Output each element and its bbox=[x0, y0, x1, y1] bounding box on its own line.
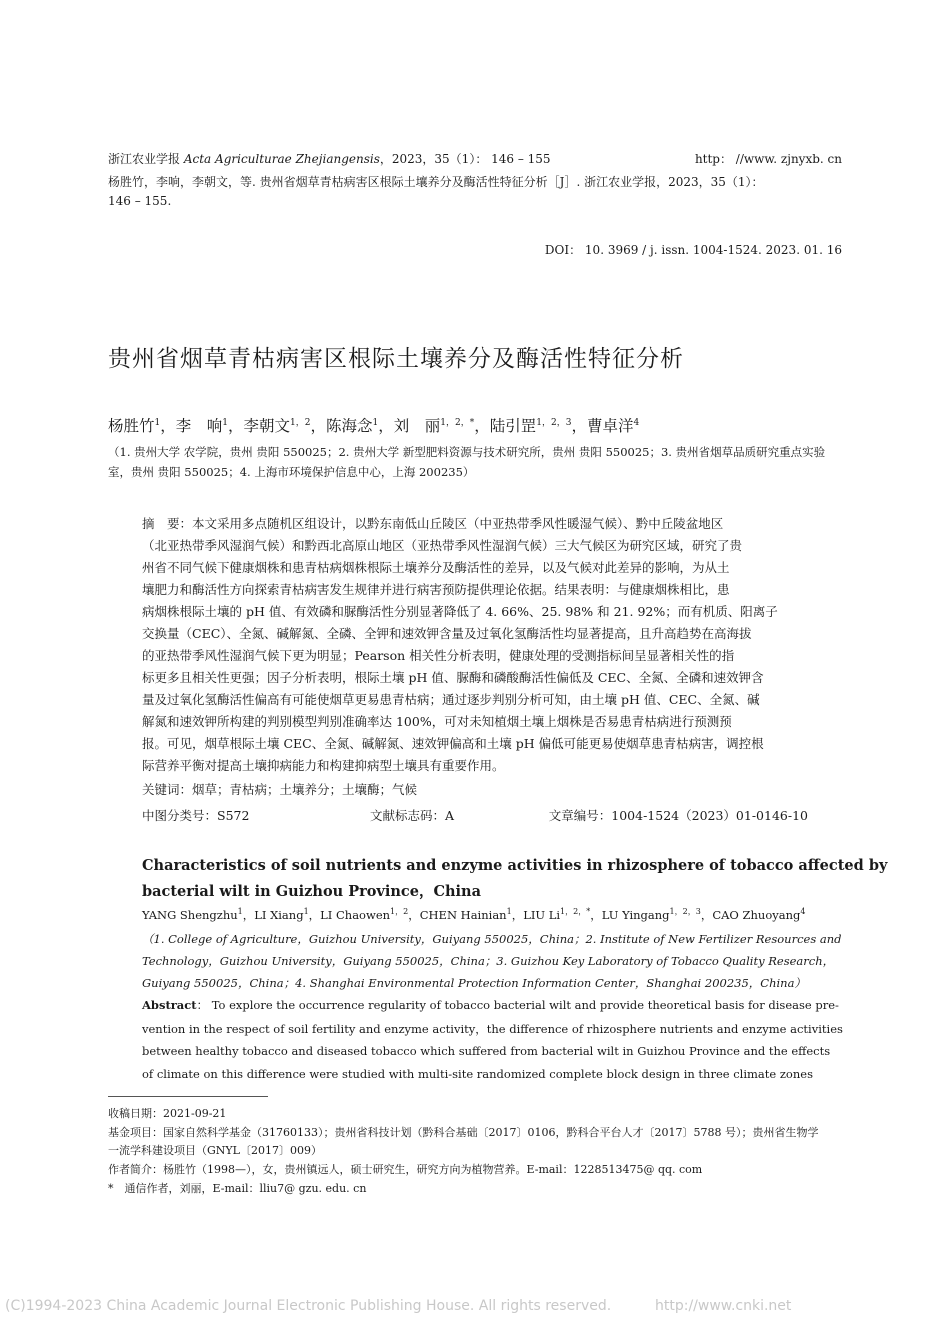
abstract-en-line: between healthy tobacco and diseased tobacco which suffered from bacterial wilt in Guizhou Province and the effects bbox=[142, 1044, 831, 1058]
abstract-en-text: ： To explore the occurrence regularity of tobacco bacterial wilt and provide theoretical basis for disease pre- bbox=[196, 998, 839, 1012]
author-sup: 1 bbox=[303, 907, 309, 916]
journal-header bbox=[108, 150, 551, 167]
author-sup: 4 bbox=[633, 417, 640, 428]
abstract-cn-line: 解氮和速效钾所构建的判别模型判别准确率达 100%，可对未知植烟土壤上烟株是否易患青枯病进行预测预 bbox=[142, 714, 732, 729]
abstract-cn-line: 量及过氧化氢酶活性偏高有可能使烟草更易患青枯病；通过逐步判别分析可知，由土壤 pH 值、CEC、全氮、碱 bbox=[142, 692, 760, 707]
copyright-watermark: (C)1994-2023 China Academic Journal Electronic Publishing House. All rights reserved. bbox=[5, 1298, 612, 1314]
abstract-cn-line: 交换量（CEC）、全氮、碱解氮、全磷、全钾和速效钾含量及过氧化氢酶活性均显著提高，且升高趋势在高海拔 bbox=[142, 626, 752, 641]
author-name: 李朝文 bbox=[243, 417, 291, 435]
affiliation-en-line: Technology，Guizhou University，Guiyang 550025，China；3. Guizhou Key Laboratory of Tobacco Quality Research， bbox=[142, 954, 835, 968]
author-sup: 1 bbox=[154, 417, 161, 428]
abstract-en-line: of climate on this difference were studied with multi-site randomized complete block design in three climate zones bbox=[142, 1067, 813, 1081]
author-sup: 1 bbox=[506, 907, 512, 916]
author-name: YANG Shengzhu bbox=[142, 907, 238, 922]
clc-number: 中图分类号：S572 bbox=[142, 808, 250, 823]
author-sup: 1 bbox=[372, 417, 379, 428]
author-name: 李 响 bbox=[175, 417, 223, 435]
fund-line-1: 基金项目：国家自然科学基金（31760133）；贵州省科技计划（黔科合基础〔2017〕0106，黔科合平台人才〔2017〕5788 号）；贵州省生物学 bbox=[108, 1126, 819, 1139]
fund-line-2: 一流学科建设项目（GNYL〔2017〕009） bbox=[108, 1144, 322, 1157]
author-name: 刘 丽 bbox=[393, 417, 441, 435]
abstract-label: Abstract bbox=[142, 998, 197, 1012]
author-sup: 1 bbox=[222, 417, 229, 428]
abstract-cn-line: （北亚热带季风湿润气候）和黔西北高原山地区（亚热带季风性湿润气候）三大气候区为研究区域，研究了贵 bbox=[142, 538, 743, 553]
author-name: LI Xiang bbox=[254, 907, 304, 922]
english-title-line-2: bacterial wilt in Guizhou Province，China bbox=[142, 883, 481, 900]
author-name: CHEN Hainian bbox=[419, 907, 507, 922]
author-sup: 1，2，* bbox=[440, 417, 475, 428]
abstract-cn-line: 州省不同气候下健康烟株和患青枯病烟株根际土壤养分及酶活性的差异，以及气候对此差异的影响，为从土 bbox=[142, 560, 730, 575]
keywords-cn: 关键词：烟草；青枯病；土壤养分；土壤酶；气候 bbox=[142, 782, 418, 797]
author-name: 陆引罡 bbox=[489, 417, 537, 435]
author-name: 陈海念 bbox=[326, 417, 373, 435]
author-sup: 4 bbox=[800, 907, 806, 916]
journal-name-cn: 浙江农业学报 bbox=[108, 152, 181, 166]
journal-url[interactable]: http： //www. zjnyxb. cn bbox=[694, 152, 842, 166]
english-title-line-1: Characteristics of soil nutrients and enzyme activities in rhizosphere of tobacco affected by bbox=[142, 857, 888, 874]
abstract-cn-line: 的亚热带季风性湿润气候下更为明显；Pearson 相关性分析表明，健康处理的受测指标间呈显著相关性的指 bbox=[142, 648, 735, 663]
author-name: CAO Zhuoyang bbox=[712, 907, 801, 922]
abstract-en-line: vention in the respect of soil fertility and enzyme activity，the difference of rhizosphere nutrients and enzyme activities bbox=[142, 1022, 843, 1036]
corresponding-author: * 通信作者，刘丽，E-mail：lliu7@ gzu. edu. cn bbox=[108, 1182, 367, 1195]
author-sup: 1，2 bbox=[290, 417, 311, 428]
cnki-url-watermark[interactable]: http://www.cnki.net bbox=[655, 1298, 792, 1314]
article-number: 文章编号：1004-1524（2023）01-0146-10 bbox=[548, 808, 808, 823]
abstract-cn-line: 报。可见，烟草根际土壤 CEC、全氮、碱解氮、速效钾偏高和土壤 pH 偏低可能更易使烟草患青枯病害，调控根 bbox=[142, 736, 764, 751]
author-name: LIU Li bbox=[523, 907, 561, 922]
author-sup: 1 bbox=[237, 907, 243, 916]
footnote-divider bbox=[108, 1096, 268, 1097]
doi[interactable]: DOI： 10. 3969 / j. issn. 1004-1524. 2023. 01. 16 bbox=[544, 243, 842, 257]
abstract-cn-line: 壤肥力和酶活性方向探索青枯病害发生规律并进行病害预防提供理论依据。结果表明：与健康烟株相比，患 bbox=[142, 582, 730, 597]
author-name: LI Chaowen bbox=[320, 907, 391, 922]
document-code: 文献标志码：A bbox=[370, 808, 455, 823]
abstract-cn-line: 病烟株根际土壤的 pH 值、有效磷和脲酶活性分别显著降低了 4. 66%、25. 98% 和 21. 92%；而有机质、阳离子 bbox=[142, 604, 778, 619]
volume-info: ，2023，35（1）： 146 – 155 bbox=[379, 152, 551, 166]
author-sup: 1，2，3 bbox=[669, 907, 701, 916]
abstract-cn-line: 摘 要：本文采用多点随机区组设计，以黔东南低山丘陵区（中亚热带季风性暖湿气候）、黔中丘陵盆地区 bbox=[142, 516, 724, 531]
page-title: 贵州省烟草青枯病害区根际土壤养分及酶活性特征分析 bbox=[108, 346, 684, 372]
author-sup: 1，2，3 bbox=[536, 417, 572, 428]
author-name: 杨胜竹 bbox=[108, 417, 155, 435]
abstract-cn-line: 际营养平衡对提高土壤抑病能力和构建抑病型土壤具有重要作用。 bbox=[142, 758, 505, 773]
abstract-en-line bbox=[142, 997, 839, 1013]
author-list-en: YANG Shengzhu$^1$，LI Xiang$^1$，LI Chaowen$^{1,2}$，CHEN Hainian$^1$，LIU $Li^{1,2,*}$，LU Yingang$^{1,2,3}$，CAO Zhuoyang$^4$ bbox=[142, 907, 806, 922]
author-name: LU Yingang bbox=[601, 907, 670, 922]
affiliation-en-line: Guiyang 550025，China；4. Shanghai Environmental Protection Information Center，Shanghai 200235，China） bbox=[142, 976, 806, 990]
author-list-cn: 杨胜竹$^1$，李 响$^1$，李朝文$^{1,2}$，陈海念$^1$，刘 丽$^{1,2,*}$，陆引罡$^{1,2,3}$，曹卓洋$^4$ bbox=[108, 417, 640, 435]
affiliation-en-line: （1. College of Agriculture，Guizhou University，Guiyang 550025，China；2. Institute of New Fertilizer Resources and bbox=[142, 932, 842, 946]
author-info: 作者简介：杨胜竹（1998—），女，贵州镇远人，硕士研究生，研究方向为植物营养。E-mail：1228513475@ qq. com bbox=[108, 1163, 703, 1176]
affiliation-cn: （1. 贵州大学 农学院，贵州 贵阳 550025；2. 贵州大学 新型肥料资源与技术研究所，贵州 贵阳 550025；3. 贵州省烟草品质研究重点实验室，贵州 贵阳 550025；4. 上海市环境保护信息中心，上海 200235） bbox=[108, 445, 826, 479]
author-sup: 1，2 bbox=[390, 907, 409, 916]
journal-name-en: Acta Agriculturae Zhejiangensis bbox=[183, 152, 380, 166]
citation-line-1: 杨胜竹，李响，李朝文，等. 贵州省烟草青枯病害区根际土壤养分及酶活性特征分析［J］. 浙江农业学报，2023，35（1）： bbox=[108, 175, 764, 189]
author-name: 曹卓洋 bbox=[586, 417, 634, 435]
citation-line-2: 146 – 155. bbox=[108, 194, 172, 208]
author-sup: 1，2，* bbox=[560, 907, 591, 916]
abstract-cn-line: 标更多且相关性更强；因子分析表明，根际土壤 pH 值、脲酶和磷酸酶活性偏低及 CEC、全氮、全磷和速效钾含 bbox=[142, 670, 764, 685]
received-date: 收稿日期：2021-09-21 bbox=[108, 1107, 227, 1120]
